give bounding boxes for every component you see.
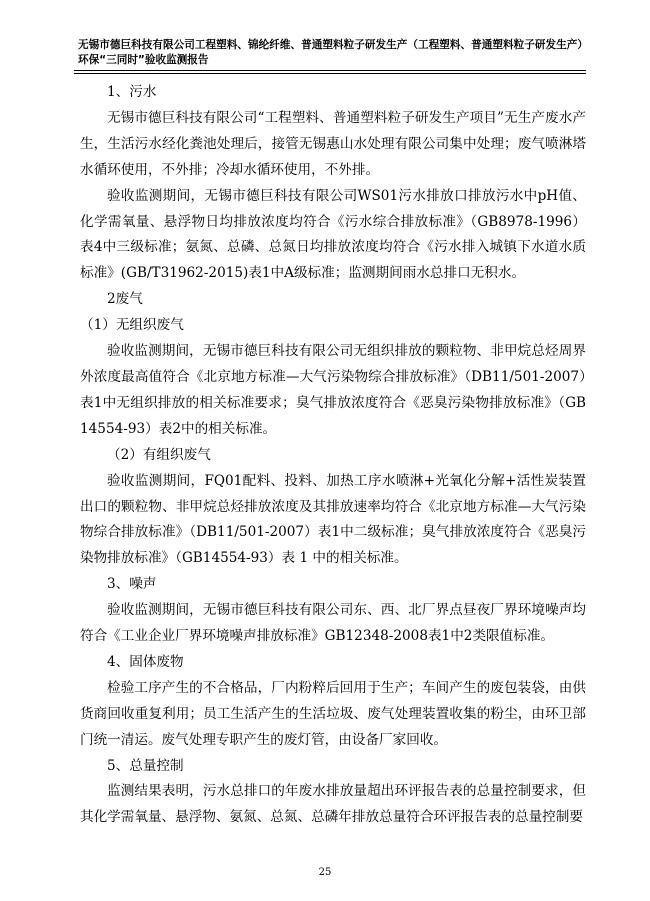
section-heading-wastewater: 1、污水 <box>107 84 157 100</box>
report-header-title: 无锡市德巨科技有限公司工程塑料、锦纶纤维、普通塑料粒子研发生产（工程塑料、普通塑料粒子研发生产）环保“三同时”验收监测报告 <box>78 39 588 66</box>
report-body <box>80 80 586 831</box>
section-heading-solid-waste: 4、固体废物 <box>107 653 184 670</box>
subsection-heading-fugitive-gas: （1）无组织废气 <box>80 317 184 334</box>
page-number: 25 <box>318 867 332 878</box>
paragraph-solid-waste: 检验工序产生的不合格品，厂内粉粹后回用于生产；车间产生的废包装袋，由供货商回收重复利用；员工生活产生的生活垃圾、废气处理装置收集的粉尘，由环卫部门统一清运。废气处理专职产生的废灯管，由设备厂家回收。 <box>80 679 586 748</box>
paragraph-wastewater-source: 无锡市德巨科技有限公司“工程塑料、普通塑料粒子研发生产项目”无生产废水产生，生活污水经化粪池处理后，接管无锡惠山水处理有限公司集中处理；废气喷淋塔水循环使用，不外排；冷却水循环使用，不外排。 <box>80 109 586 178</box>
paragraph-total-control: 监测结果表明，污水总排口的年废水排放量超出环评报告表的总量控制要求，但其化学需氧量、悬浮物、氨氮、总氮、总磷年排放总量符合环评报告表的总量控制要 <box>80 783 586 826</box>
paragraph-organized-gas: 验收监测期间，FQ01配料、投料、加热工序水喷淋+光氧化分解+活性炭装置出口的颗粒物、非甲烷总烃排放浓度及其排放速率均符合《北京地方标准—大气污染物综合排放标准》（DB11/501-2007）表1中二级标准；臭气排放浓度符合《恶臭污染物排放标准》（GB14554-93）表 1 中的相关标准。 <box>80 472 586 567</box>
section-heading-exhaust-gas: 2废气 <box>107 291 143 308</box>
paragraph-wastewater-monitoring: 验收监测期间，无锡市德巨科技有限公司WS01污水排放口排放污水中pH值、化学需氧量、悬浮物日均排放浓度均符合《污水综合排放标准》（GB8978-1996）表4中三级标准；氨氮、总磷、总氮日均排放浓度均符合《污水排入城镇下水道水质标准》(GB/T31962-2015)表1中A级标准；监测期间雨水总排口无积水。 <box>80 187 586 282</box>
paragraph-noise: 验收监测期间，无锡市德巨科技有限公司东、西、北厂界点昼夜厂界环境噪声均符合《工业企业厂界环境噪声排放标准》GB12348-2008表1中2类限值标准。 <box>80 602 586 645</box>
paragraph-fugitive-gas: 验收监测期间，无锡市德巨科技有限公司无组织排放的颗粒物、非甲烷总烃周界外浓度最高值符合《北京地方标准—大气污染物综合排放标准》（DB11/501-2007）表1中无组织排放的相关标准要求；臭气排放浓度符合《恶臭污染物排放标准》（GB14554-93）表2中的相关标准。 <box>80 343 586 437</box>
header-divider <box>74 70 586 74</box>
subsection-heading-organized-gas: （2）有组织废气 <box>107 446 211 463</box>
section-heading-noise: 3、噪声 <box>107 576 157 593</box>
section-heading-total-control: 5、总量控制 <box>107 757 184 774</box>
